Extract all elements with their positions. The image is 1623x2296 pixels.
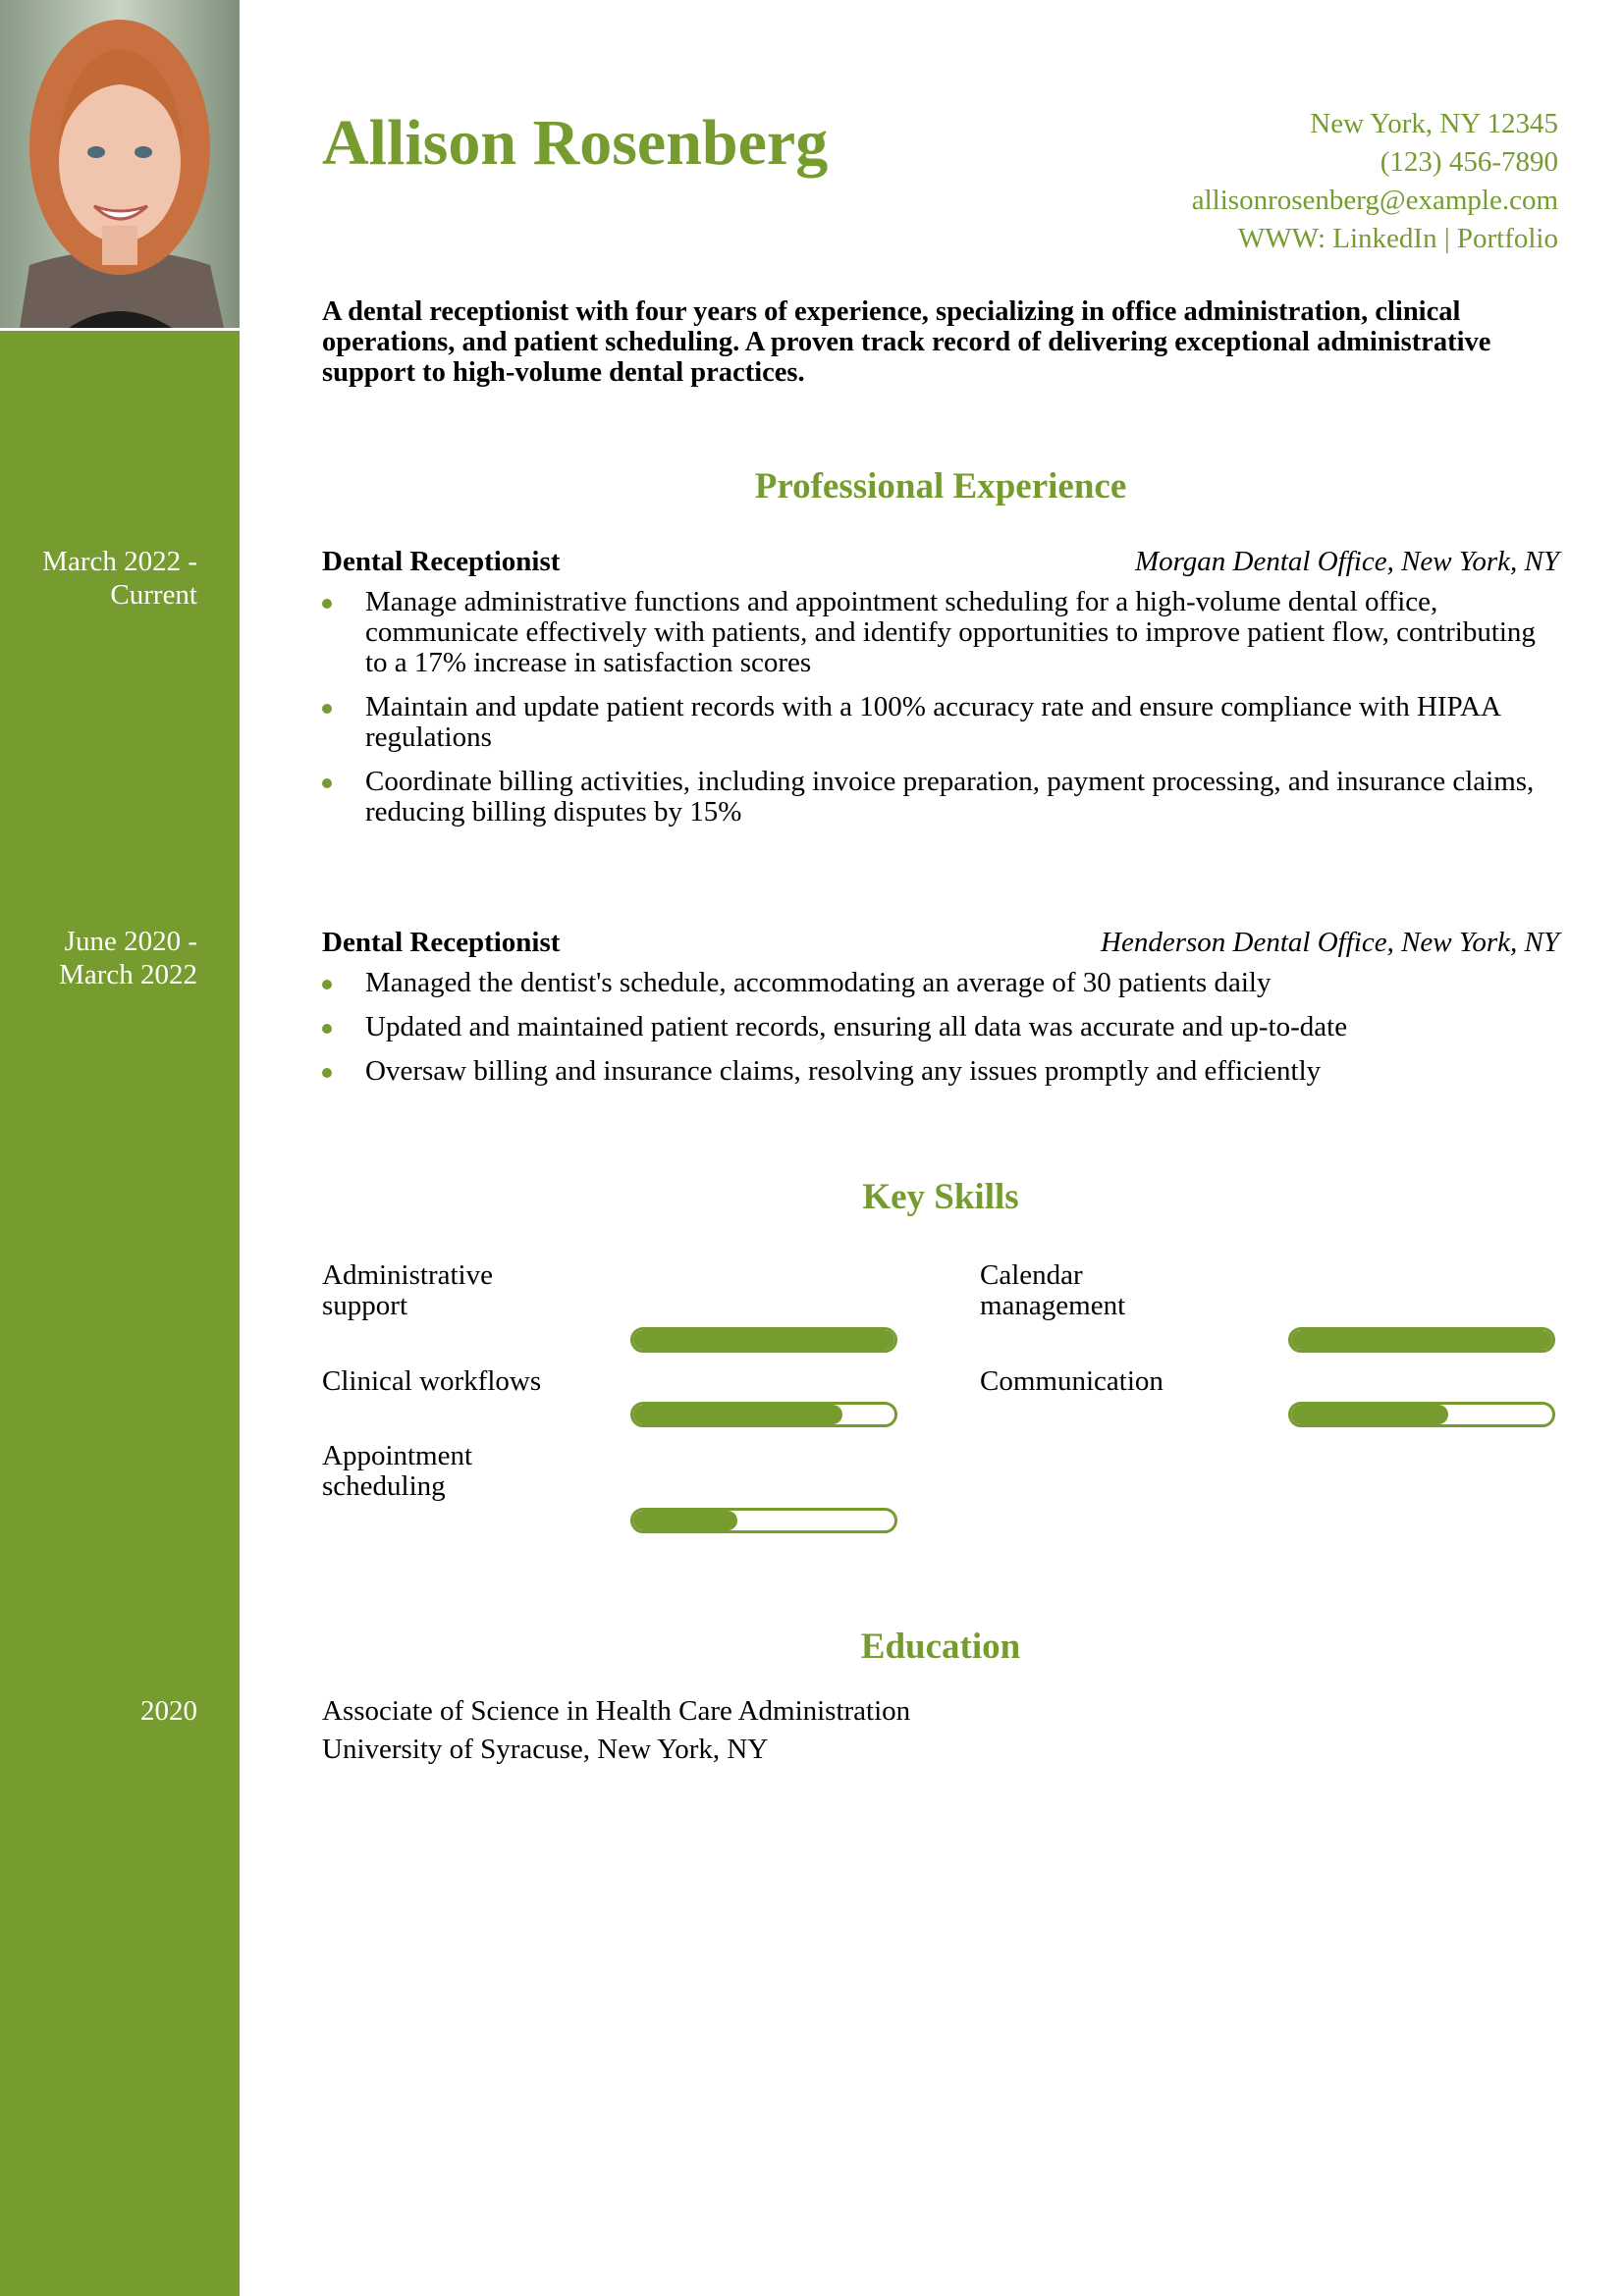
bullet-item — [322, 1012, 1559, 1042]
profile-photo — [0, 0, 240, 328]
sidebar — [0, 0, 240, 2296]
job-1 — [322, 542, 1559, 841]
job-2-bullets — [322, 968, 1559, 1087]
linkedin-portfolio-links[interactable]: LinkedIn | Portfolio — [1332, 223, 1558, 254]
bullet-item — [322, 1056, 1559, 1087]
skill-level-bar — [630, 1402, 897, 1427]
education-entry — [322, 1692, 910, 1769]
bullet-text: Updated and maintained patient records, ensuring all data was accurate and up-to-date — [365, 1011, 1348, 1042]
web-links — [1192, 220, 1558, 258]
skill-level-bar — [630, 1327, 897, 1353]
skill-level-bar — [1288, 1402, 1555, 1427]
job-1-company: Morgan Dental Office, New York, NY — [1134, 546, 1559, 577]
education-year: 2020 — [140, 1695, 197, 1727]
skill-name: Communication — [980, 1365, 1163, 1397]
skill-level-fill — [633, 1511, 737, 1530]
bullet-icon — [322, 1024, 332, 1034]
skill-level-bar — [630, 1508, 897, 1533]
experience-title: Professional Experience — [754, 466, 1127, 507]
bullet-item — [322, 692, 1559, 753]
education-title: Education — [860, 1627, 1021, 1667]
education-degree: Associate of Science in Health Care Administration — [322, 1695, 911, 1727]
skill-level-bar — [1288, 1327, 1555, 1353]
bullet-icon — [322, 1068, 332, 1078]
address: New York, NY 12345 — [1310, 108, 1558, 139]
job-2-dates: June 2020 - March 2022 — [59, 926, 197, 990]
skill-level-fill — [1291, 1330, 1552, 1350]
skill-level-fill — [633, 1330, 894, 1350]
photo-divider — [0, 328, 240, 331]
job-2-company: Henderson Dental Office, New York, NY — [1101, 927, 1559, 958]
bullet-icon — [322, 704, 332, 714]
job-1-bullets — [322, 587, 1559, 828]
skills-title: Key Skills — [862, 1177, 1019, 1217]
skill-name: Administrative support — [322, 1259, 493, 1321]
skill-calendar-management — [980, 1260, 1549, 1378]
bullet-text: Manage administrative functions and appointment scheduling for a high-volume dental office, communicate effectively with patients, and identify opportunities to improve patient flow, contributing to a 17% increase in satisfaction scores — [365, 586, 1536, 678]
bullet-item — [322, 767, 1559, 828]
bullet-text: Coordinate billing activities, including invoice preparation, payment processing, and insurance claims, reducing billing disputes by 15% — [365, 766, 1535, 828]
bullet-icon — [322, 599, 332, 609]
skill-name: Appointment scheduling — [322, 1440, 473, 1502]
job-2 — [322, 923, 1559, 1100]
phone[interactable]: (123) 456-7890 — [1380, 146, 1558, 178]
skill-level-fill — [1291, 1405, 1448, 1424]
job-1-title: Dental Receptionist — [322, 546, 561, 577]
summary: A dental receptionist with four years of experience, specializing in office administration, clinical operations, and patient scheduling. A proven track record of delivering exceptional administrative support to high-volume dental practices. — [322, 296, 1491, 388]
bullet-item — [322, 587, 1559, 678]
bullet-text: Oversaw billing and insurance claims, resolving any issues promptly and efficiently — [365, 1055, 1322, 1087]
web-prefix: WWW: — [1237, 223, 1333, 254]
education-school: University of Syracuse, New York, NY — [322, 1734, 769, 1765]
bullet-icon — [322, 778, 332, 788]
skill-appointment-scheduling — [322, 1441, 892, 1559]
candidate-name: Allison Rosenberg — [322, 107, 829, 179]
bullet-text: Maintain and update patient records with a 100% accuracy rate and ensure compliance with HIPAA regulations — [365, 691, 1500, 753]
job-1-dates: March 2022 - Current — [42, 546, 197, 611]
skill-name: Calendar management — [980, 1259, 1126, 1321]
job-2-title: Dental Receptionist — [322, 927, 561, 958]
bullet-text: Managed the dentist's schedule, accommodating an average of 30 patients daily — [365, 967, 1271, 998]
email[interactable]: allisonrosenberg@example.com — [1191, 185, 1558, 216]
bullet-icon — [322, 980, 332, 989]
skill-communication — [980, 1366, 1549, 1484]
contact-info — [1192, 105, 1558, 258]
bullet-item — [322, 968, 1559, 998]
skill-level-fill — [633, 1405, 842, 1424]
skill-name: Clinical workflows — [322, 1365, 542, 1397]
skill-administrative-support — [322, 1260, 892, 1378]
